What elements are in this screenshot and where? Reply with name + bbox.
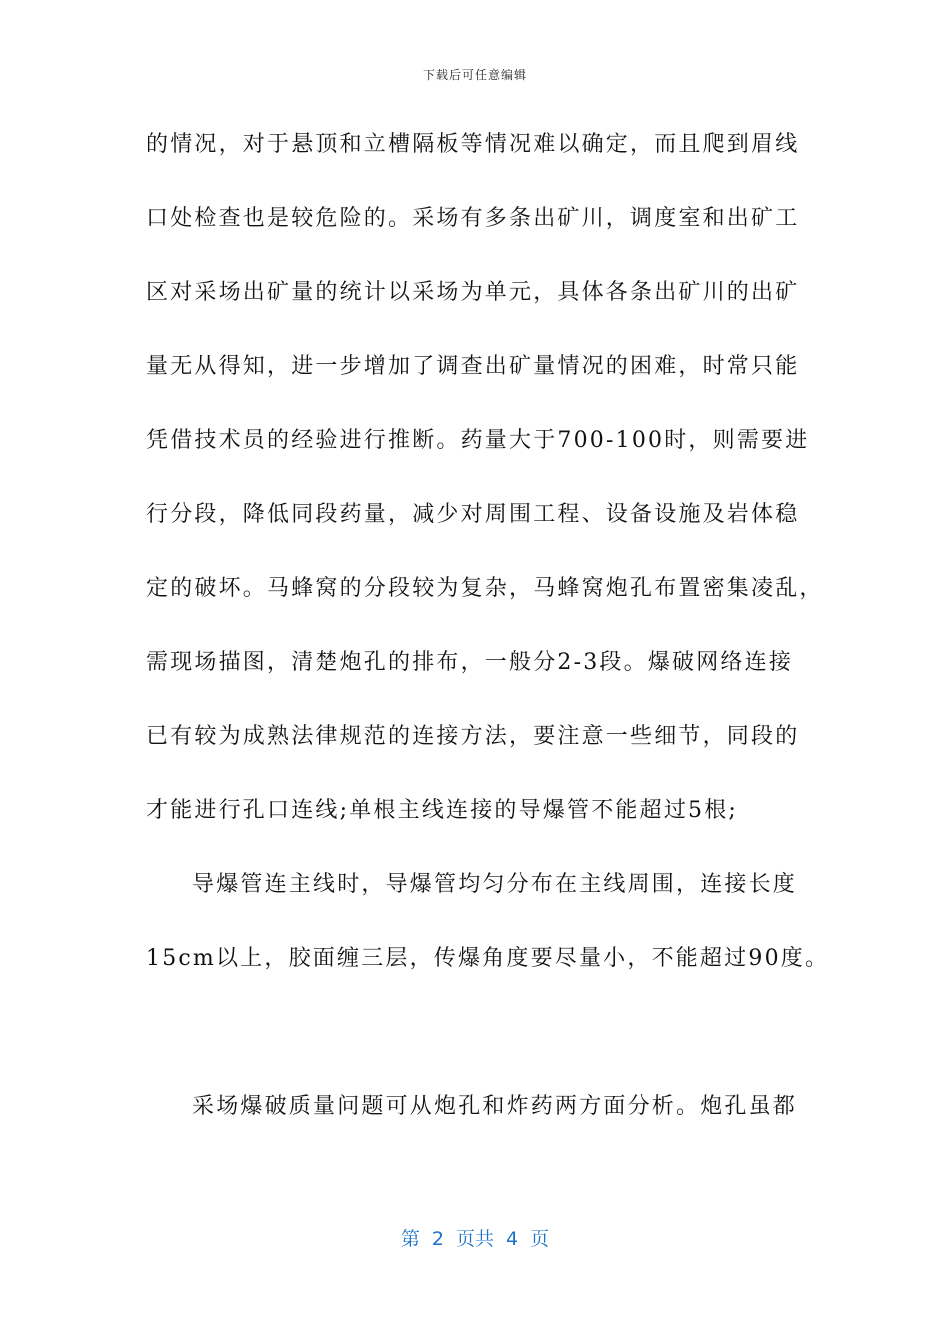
page-footer [0, 1224, 950, 1251]
total-pages-number: 4 [506, 1228, 519, 1250]
paragraph-line: 采场爆破质量问题可从炮孔和炸药两方面分析。炮孔虽都 [192, 1094, 798, 1119]
paragraph-line: 需现场描图，清楚炮孔的排布，一般分2-3段。爆破网络连接 [146, 650, 794, 675]
document-body [146, 122, 830, 1158]
paragraph-line: 凭借技术员的经验进行推断。药量大于700-100时，则需要进 [146, 428, 810, 453]
paragraph-line: 定的破坏。马蜂窝的分段较为复杂，马蜂窝炮孔布置密集凌乱， [146, 576, 824, 601]
paragraph-line: 15cm以上，胶面缠三层，传爆角度要尽量小，不能超过90度。 [146, 946, 830, 971]
paragraph-line: 已有较为成熟法律规范的连接方法，要注意一些细节，同段的 [146, 724, 800, 749]
footer-prefix: 第 [400, 1228, 420, 1250]
header-note: 下载后可任意编辑 [422, 68, 527, 82]
paragraph-line: 的情况，对于悬顶和立槽隔板等情况难以确定，而且爬到眉线 [146, 132, 800, 157]
paragraph-line: 才能进行孔口连线;单根主线连接的导爆管不能超过5根; [146, 798, 739, 823]
paragraph-spacer [146, 1010, 806, 1084]
current-page-number: 2 [431, 1228, 444, 1250]
footer-suffix: 页 [530, 1228, 550, 1250]
footer-middle: 页共 [455, 1228, 494, 1250]
paragraph-line: 量无从得知，进一步增加了调查出矿量情况的困难，时常只能 [146, 354, 800, 379]
paragraph-line: 区对采场出矿量的统计以采场为单元，具体各条出矿川的出矿 [146, 280, 800, 305]
paragraph-line: 口处检查也是较危险的。采场有多条出矿川，调度室和出矿工 [146, 206, 800, 231]
paragraph-line: 导爆管连主线时，导爆管均匀分布在主线周围，连接长度 [192, 872, 798, 897]
paragraph-line: 行分段，降低同段药量，减少对周围工程、设备设施及岩体稳 [146, 502, 800, 527]
